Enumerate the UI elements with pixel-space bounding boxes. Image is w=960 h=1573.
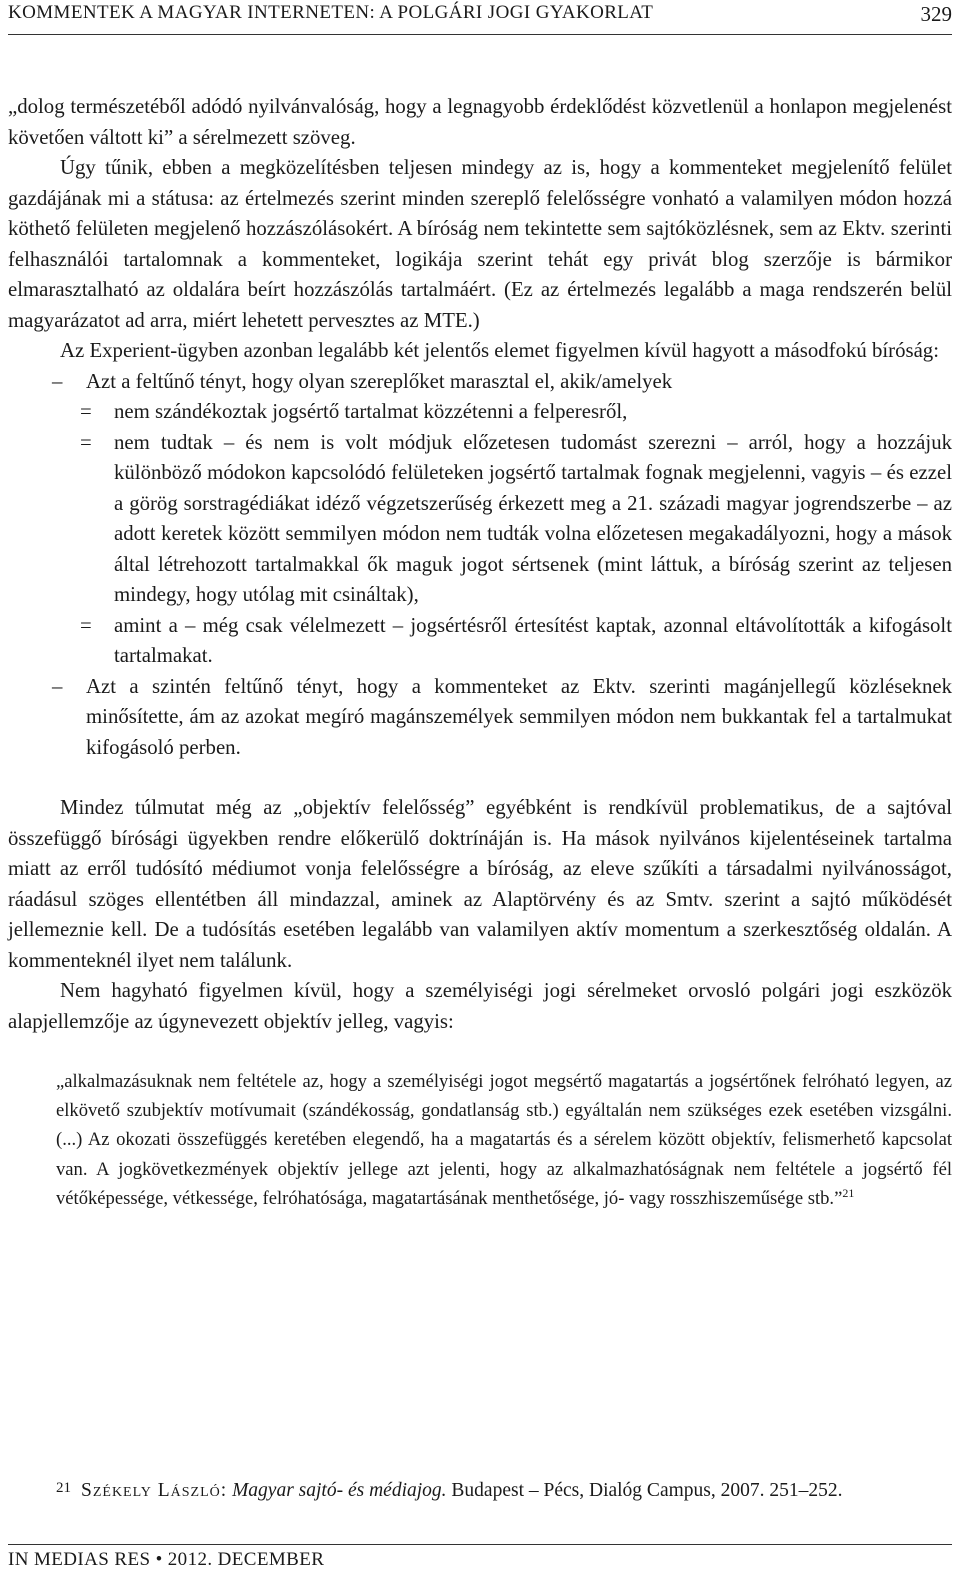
footnote <box>56 1480 842 1502</box>
equals-marker: = <box>80 400 92 423</box>
footnote-work-title: Magyar sajtó- és médiajog. <box>232 1480 447 1501</box>
page-number: 329 <box>920 2 952 26</box>
paragraph-1: „dolog természetéből adódó nyilvánvalóság, hogy a legnagyobb érdeklődést közvetlenül a honlapon megjelenést követően váltott ki” a sérelmezett szöveg. <box>8 95 952 149</box>
page-header <box>8 0 952 35</box>
footnote-reference[interactable]: 21 <box>842 1185 855 1200</box>
paragraph-3: Az Experient-ügyben azonban legalább két jelentős elemet figyelmen kívül hagyott a másodfokú bíróság: <box>60 339 939 362</box>
dash-marker: – <box>52 674 63 698</box>
block-quote <box>8 1067 952 1213</box>
paragraph-5: Nem hagyható figyelmen kívül, hogy a személyiségi jogi sérelmeket orvosló polgári jogi eszközök alapjellemzője az úgynevezett objektív jelleg, vagyis: <box>8 979 952 1033</box>
argument-list <box>8 367 952 764</box>
section-gap <box>8 763 952 793</box>
footnote-details: Budapest – Pécs, Dialóg Campus, 2007. 251–252. <box>451 1480 843 1501</box>
list-item-2 <box>8 672 952 764</box>
equals-marker: = <box>80 613 92 637</box>
sub-item-2 <box>8 428 952 611</box>
running-title: KOMMENTEK A MAGYAR INTERNETEN: A POLGÁRI JOGI GYAKORLAT <box>8 2 654 23</box>
list-item-text: Azt a feltűnő tényt, hogy olyan szereplőket marasztal el, akik/amelyek <box>86 369 673 393</box>
sub-item-text: nem szándékoztak jogsértő tartalmat közzétenni a felperesről, <box>114 400 628 423</box>
page-footer <box>8 1544 952 1573</box>
paragraph-2: Úgy tűnik, ebben a megközelítésben teljesen mindegy az is, hogy a kommenteket megjelenítő felület gazdájának mi a státusa: az értelmezés szerint minden szereplő felelősségre vonható a valamilyen módon hozzá köthető felületen megjelenő hozzászólásokért. A bíróság nem tekintette sem sajtóközlésnek, sem az Ektv. szerinti felhasználói tartalomnak a kommenteket, logikája szerint tehát egy privát blog szerzője is bármikor elmarasztalható az oldalára beírt hozzászólás tartalmáért. (Ez az értelmezés legalább a maga rendszerén belül magyarázatot ad arra, miért lehetett pervesztes az MTE.) <box>8 156 952 332</box>
list-item-text: Azt a szintén feltűnő tényt, hogy a kommenteket az Ektv. szerinti magánjellegű közléseknek minősítette, ám az azokat megíró magánszemélyek semmilyen módon nem bukkantak fel a tartalmukat kifogásoló perben. <box>86 674 952 759</box>
paragraph-4: Mindez túlmutat még az „objektív felelősség” egyébként is rendkívül problematikus, de a sajtóval összefüggő bírósági ügyekben rendre előkerülő doktrínáján is. Ha mások nyilvános kijelentéseinek tartalma miatt az erről tudósító médiumot vonja felelősségre a bíróság, az eleve szűkíti a társadalmi nyilvánosságot, ráadásul szöges ellentétben áll mindazzal, aminek az Alaptörvény és az Smtv. szerint a sajtó működését jellemeznie kell. De a tudósítás esetében legalább van valamilyen aktív momentum a szerkesztőség oldalán. A kommenteknél ilyet nem találunk. <box>8 796 952 972</box>
list-item-1 <box>8 367 952 398</box>
footnote-number: 21 <box>56 1480 71 1496</box>
equals-marker: = <box>80 430 92 454</box>
dash-marker: – <box>52 369 63 393</box>
sub-item-3 <box>8 611 952 672</box>
footnote-author: Székely László: <box>81 1480 228 1501</box>
sub-item-text: nem tudtak – és nem is volt módjuk előzetesen tudomást szerezni – arról, hogy a hozzájuk különböző módokon kapcsolódó felületeken jogsértő tartalmak fognak megjelenni, vagyis – és ezzel a görög sorstragédiákat idéző végzetszerűség érkezett meg a 21. századi magyar jogrendszerbe – az adott keretek között semmilyen módon nem tudták volna előzetesen megakadályozni, hogy a mások által létrehozott tartalmakkal ők maguk jogot sértsenek (mint láttuk, a bíróság szerint az teljesen mindegy, hogy utólag mit csináltak), <box>114 430 952 606</box>
quote-text: „alkalmazásuknak nem feltétele az, hogy a személyiségi jogot megsértő magatartás a jogsértőnek felróható legyen, az elkövető szubjektív motívumait (szándékosság, gondatlanság stb.) egyáltalán nem szükséges ezek esetében vizsgálni. (...) Az okozati összefüggés keretében elegendő, ha a magatartás és a sérelem között objektív, felismerhető kapcsolat van. A jogkövetkezmények objektív jellege azt jelenti, hogy az alkalmazhatóságnak nem feltétele a jogsértő fél vétőképessége, vétkessége, felróhatósága, magatartásának menthetősége, jó- vagy rosszhiszeműsége stb.” <box>56 1071 952 1209</box>
page-body <box>8 92 952 1213</box>
journal-footer: IN MEDIAS RES • 2012. DECEMBER <box>8 1549 325 1570</box>
sub-item-1 <box>8 397 952 428</box>
sub-item-text: amint a – még csak vélelmezett – jogsértésről értesítést kaptak, azonnal eltávolították a kifogásolt tartalmakat. <box>114 613 952 667</box>
